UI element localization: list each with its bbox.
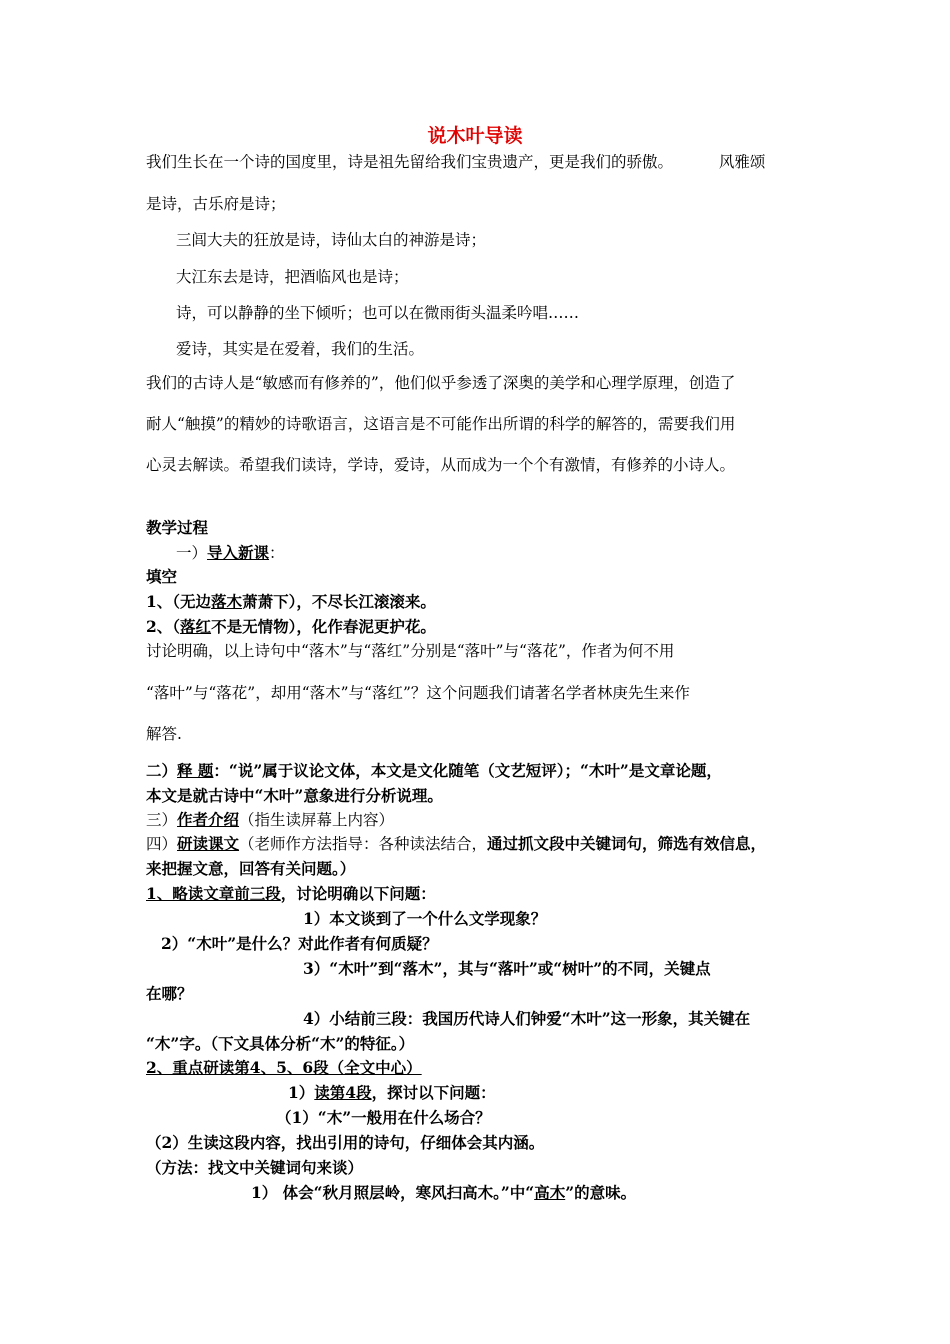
section-2-prefix: 二）	[146, 761, 178, 780]
poem-line-3: 诗，可以静静的坐下倾听；也可以在微雨街头温柔吟唱……	[176, 304, 580, 322]
fill-item-2-b: 不是无情物），化作春泥更护花。	[211, 617, 436, 636]
section-1-title: 导入新课	[207, 543, 270, 562]
intro-line-1b: 风雅颂	[718, 153, 766, 171]
question-1: 1）本文谈到了一个什么文学现象？	[303, 909, 547, 928]
discussion-line-3: 解答.	[146, 725, 182, 743]
read-1-rest: ，讨论明确以下问题：	[280, 884, 436, 903]
fill-item-2	[146, 617, 436, 637]
section-4-rest-a: （老师作方法指导：各种读法结合，	[239, 835, 488, 853]
read-2-question-2: （2）生读这段内容，找出引用的诗句，仔细体会其内涵。	[146, 1133, 545, 1152]
read-1-title: 1、略读文章前三段	[146, 884, 281, 903]
section-3-prefix: 三）	[146, 811, 178, 829]
question-4-line-1: 4）小结前三段：我国历代诗人们钟爱“木叶”这一形象，其关键在	[303, 1009, 751, 1028]
intro-line-1	[146, 152, 765, 172]
question-2: 2）“木叶”是什么？对此作者有何质疑？	[161, 934, 438, 953]
read-2-sub-num: 1）	[288, 1083, 315, 1102]
fill-item-2-underlined: 落红	[180, 617, 212, 636]
fill-item-1-b: 萧萧下），不尽长江滚滚来。	[242, 592, 436, 611]
fill-item-1-underlined: 落木	[211, 592, 243, 611]
read-2-sub-rest: ，探讨以下问题：	[371, 1083, 496, 1102]
document-title: 说木叶导读	[427, 125, 523, 147]
fill-item-2-a: 2、（	[146, 617, 181, 636]
discussion-line-1: 讨论明确，以上诗句中“落木”与“落红”分别是“落叶”与“落花”，作者为何不用	[146, 642, 675, 660]
intro-line-2: 是诗，古乐府是诗；	[146, 195, 286, 213]
read-2-heading: 2、重点研读第4、5、6段（全文中心）	[146, 1058, 422, 1077]
read-2-sub-underlined: 读第4段	[314, 1083, 372, 1102]
question-4-line-2: “木”字。（下文具体分析“木”的特征。）	[146, 1034, 415, 1053]
fill-item-1-a: 1、（无边	[146, 592, 212, 611]
section-2-line-2: 本文是就古诗中“木叶”意象进行分析说理。	[146, 786, 443, 805]
section-4-prefix: 四）	[146, 835, 178, 853]
section-2-line-1	[146, 761, 722, 781]
process-heading: 教学过程	[146, 518, 209, 537]
poem-line-1: 三闾大夫的狂放是诗，诗仙太白的神游是诗；	[176, 231, 487, 249]
intro-line-1a: 我们生长在一个诗的国度里，诗是祖先留给我们宝贵遗产，更是我们的骄傲。	[146, 153, 674, 171]
read-2-subheading	[288, 1083, 496, 1103]
section-1-prefix: 一）	[176, 544, 208, 562]
read-2-point-1-b: ”的意味。	[565, 1183, 637, 1202]
section-4-line-2: 来把握文意，回答有关问题。）	[146, 859, 356, 878]
question-3-line-2: 在哪？	[146, 984, 193, 1003]
read-1-heading	[146, 884, 436, 904]
read-2-method: （方法：找文中关键词句来谈）	[146, 1158, 364, 1177]
section-3-title: 作者介绍	[177, 810, 240, 829]
read-2-question-1: （1）“木”一般用在什么场合？	[276, 1108, 491, 1127]
fill-heading: 填空	[146, 567, 178, 586]
poem-line-2: 大江东去是诗，把酒临风也是诗；	[176, 268, 409, 286]
read-2-point-1-underlined: 高木	[534, 1183, 566, 1202]
section-1-suffix: ：	[269, 544, 285, 562]
section-4-line-1	[146, 834, 766, 854]
question-3-line-1: 3）“木叶”到“落木”，其与“落叶”或“树叶”的不同，关键点	[303, 959, 711, 978]
read-2-point-1-a: 1） 体会“秋月照层岭，寒风扫高木。”中“	[251, 1183, 535, 1202]
section-1	[176, 543, 285, 563]
section-3-rest: （指生读屏幕上内容）	[239, 811, 395, 829]
intro-para-line-3: 心灵去解读。希望我们读诗，学诗，爱诗，从而成为一个个有激情，有修养的小诗人。	[146, 456, 736, 474]
section-2-title: 释 题	[177, 761, 214, 780]
read-2-point-1	[251, 1183, 636, 1203]
section-3	[146, 810, 394, 830]
section-4-title: 研读课文	[177, 834, 240, 853]
section-4-rest-b: 通过抓文段中关键词句，筛选有效信息，	[487, 834, 767, 853]
intro-para-line-1: 我们的古诗人是“敏感而有修养的”，他们似乎参透了深奥的美学和心理学原理，创造了	[146, 374, 736, 392]
fill-item-1	[146, 592, 436, 612]
discussion-line-2: “落叶”与“落花”，却用“落木”与“落红”？这个问题我们请著名学者林庚先生来作	[146, 684, 690, 702]
section-2-text: ：“说”属于议论文体，本文是文化随笔（文艺短评）；“木叶”是文章论题，	[213, 761, 722, 780]
poem-line-4: 爱诗，其实是在爱着，我们的生活。	[176, 340, 425, 358]
intro-para-line-2: 耐人“触摸”的精妙的诗歌语言，这语言是不可能作出所谓的科学的解答的，需要我们用	[146, 415, 736, 433]
